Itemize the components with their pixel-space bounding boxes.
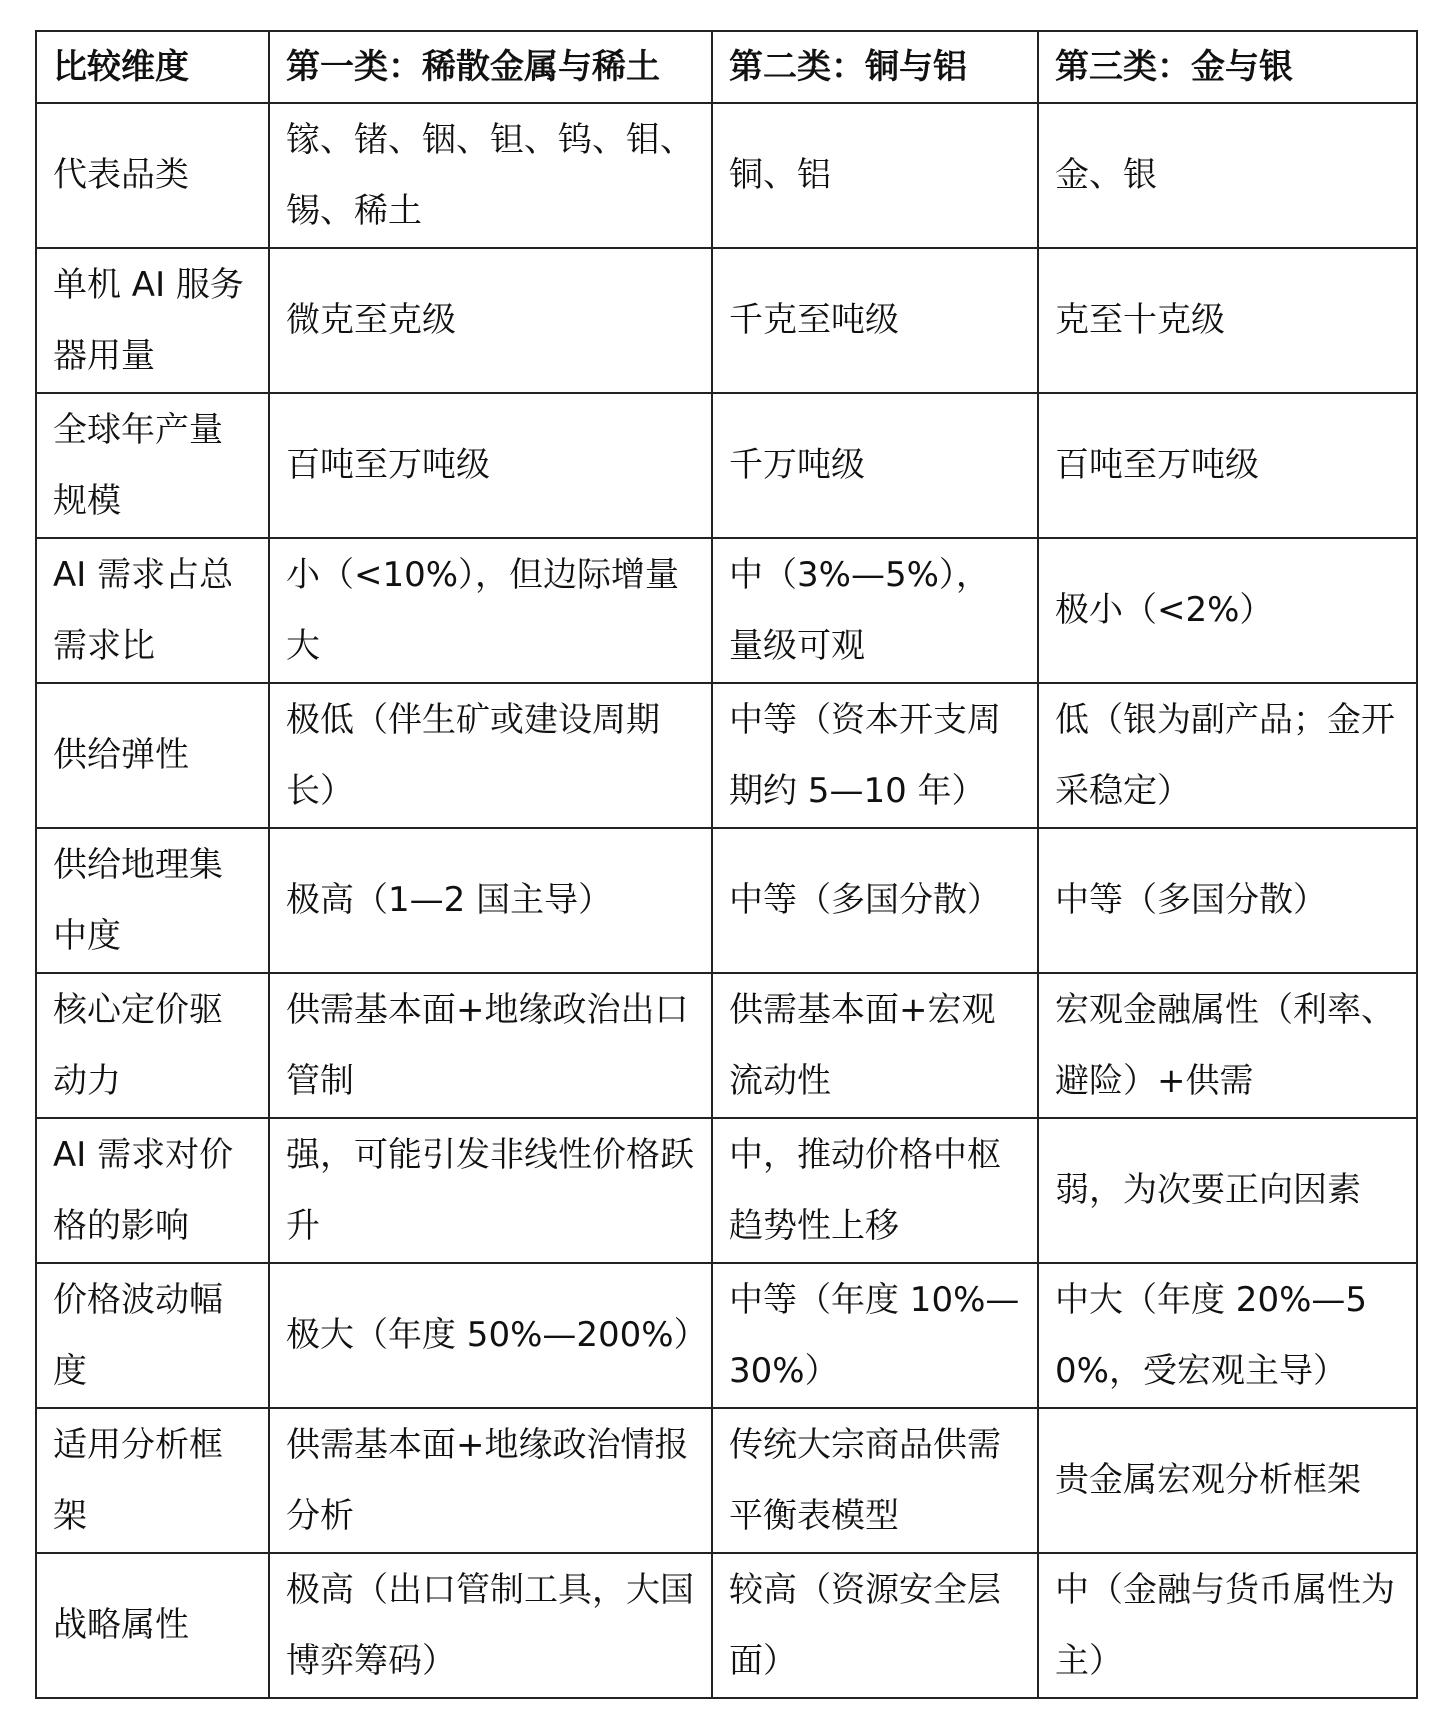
table-cell: 极大（年度 50%—200%） [269,1263,712,1408]
table-cell: 中大（年度 20%—50%，受宏观主导） [1038,1263,1417,1408]
table-header-row [36,31,1417,103]
header-category-2: 第二类：铜与铝 [712,31,1038,103]
table-cell: 贵金属宏观分析框架 [1038,1408,1417,1553]
row-label: 全球年产量规模 [36,393,269,538]
row-label: 供给弹性 [36,683,269,828]
table-cell: 低（银为副产品；金开采稳定） [1038,683,1417,828]
table-cell: 千克至吨级 [712,248,1038,393]
table-cell: 强，可能引发非线性价格跃升 [269,1118,712,1263]
row-label: 核心定价驱动力 [36,973,269,1118]
table-row [36,1553,1417,1698]
table-row [36,683,1417,828]
comparison-table [35,30,1418,1699]
table-cell: 中等（年度 10%—30%） [712,1263,1038,1408]
table-cell: 极小（<2%） [1038,538,1417,683]
table-row [36,1408,1417,1553]
table-row [36,393,1417,538]
row-label: AI 需求对价格的影响 [36,1118,269,1263]
table-cell: 中等（多国分散） [712,828,1038,973]
table-cell: 极低（伴生矿或建设周期长） [269,683,712,828]
table-row [36,103,1417,248]
header-category-1: 第一类：稀散金属与稀土 [269,31,712,103]
table-row [36,973,1417,1118]
table-row [36,1118,1417,1263]
table-cell: 供需基本面+地缘政治情报分析 [269,1408,712,1553]
row-label: 代表品类 [36,103,269,248]
table-cell: 金、银 [1038,103,1417,248]
table-cell: 供需基本面+地缘政治出口管制 [269,973,712,1118]
table-cell: 供需基本面+宏观流动性 [712,973,1038,1118]
table-cell: 较高（资源安全层面） [712,1553,1038,1698]
table-cell: 小（<10%），但边际增量大 [269,538,712,683]
table-cell: 中，推动价格中枢趋势性上移 [712,1118,1038,1263]
header-category-3: 第三类：金与银 [1038,31,1417,103]
table-cell: 百吨至万吨级 [269,393,712,538]
table-cell: 中等（多国分散） [1038,828,1417,973]
row-label: 价格波动幅度 [36,1263,269,1408]
table-cell: 微克至克级 [269,248,712,393]
table-row [36,828,1417,973]
row-label: 单机 AI 服务器用量 [36,248,269,393]
table-cell: 中（金融与货币属性为主） [1038,1553,1417,1698]
table-row [36,538,1417,683]
row-label: 供给地理集中度 [36,828,269,973]
comparison-table-container [35,30,1416,1699]
table-cell: 传统大宗商品供需平衡表模型 [712,1408,1038,1553]
table-cell: 铜、铝 [712,103,1038,248]
row-label: 战略属性 [36,1553,269,1698]
table-row [36,248,1417,393]
table-row [36,1263,1417,1408]
table-cell: 千万吨级 [712,393,1038,538]
table-cell: 镓、锗、铟、钽、钨、钼、锡、稀土 [269,103,712,248]
table-cell: 宏观金融属性（利率、避险）+供需 [1038,973,1417,1118]
table-cell: 弱，为次要正向因素 [1038,1118,1417,1263]
header-dimension: 比较维度 [36,31,269,103]
table-cell: 中（3%—5%），量级可观 [712,538,1038,683]
table-cell: 克至十克级 [1038,248,1417,393]
table-cell: 极高（出口管制工具，大国博弈筹码） [269,1553,712,1698]
table-cell: 中等（资本开支周期约 5—10 年） [712,683,1038,828]
table-cell: 百吨至万吨级 [1038,393,1417,538]
table-cell: 极高（1—2 国主导） [269,828,712,973]
row-label: AI 需求占总需求比 [36,538,269,683]
row-label: 适用分析框架 [36,1408,269,1553]
